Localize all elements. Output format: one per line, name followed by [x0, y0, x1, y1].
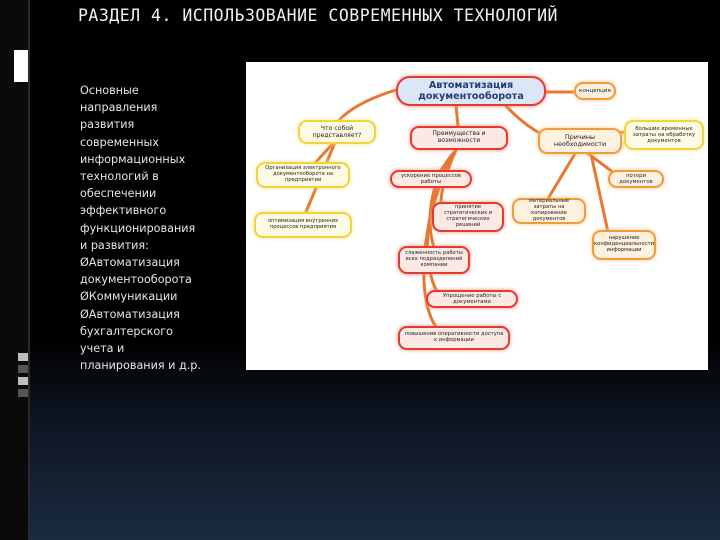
body-line: документооборота	[80, 273, 192, 287]
rail-divider-line	[28, 0, 30, 540]
node-slazhennost: слаженность работы всех подразделений компании	[398, 246, 470, 274]
node-prichiny: Причины необходимости	[538, 128, 622, 154]
body-line: развития	[80, 118, 135, 132]
body-line: ØКоммуникации	[80, 290, 178, 304]
node-materialnye-zatraty: материальные затраты на копирование документов	[512, 198, 586, 224]
node-koncepcia: концепция	[574, 82, 616, 100]
rail-marker	[18, 365, 28, 373]
body-line: технологий в	[80, 170, 159, 184]
node-prinyatie-resheniy: принятие стратегических и стратегических решений	[432, 202, 504, 232]
body-line: обеспечении	[80, 187, 157, 201]
rail-white-block	[14, 50, 28, 82]
node-narushenie: нарушение конфиденциальности информации	[592, 230, 656, 260]
node-chto-soboi: Что собой представляет?	[298, 120, 376, 144]
body-line: учета и	[80, 342, 125, 356]
node-preimushchestva: Преимущества и возможности	[410, 126, 508, 150]
node-organizacia: Организация электронного документооборота на предприятии	[256, 162, 350, 188]
rail-marker	[18, 353, 28, 361]
body-line: бухгалтерского	[80, 324, 174, 338]
mindmap-figure	[246, 62, 708, 370]
node-povyshenie: повышение оперативности доступа к информации	[398, 326, 510, 350]
slide-title: РАЗДЕЛ 4. ИСПОЛЬЗОВАНИЕ СОВРЕМЕННЫХ ТЕХНОЛОГИЙ	[78, 6, 558, 25]
connector	[456, 106, 458, 126]
rail-marker	[18, 389, 28, 397]
body-text	[80, 82, 240, 374]
connector	[546, 152, 576, 202]
body-line: информационных	[80, 152, 186, 166]
body-line: функционирования	[80, 221, 196, 235]
body-line: современных	[80, 135, 159, 149]
body-line: ØАвтоматизация	[80, 307, 180, 321]
body-line: направления	[80, 101, 158, 115]
node-optimizacia: оптимизация внутренних процессов предприятия	[254, 212, 352, 238]
node-root: Автоматизация документооборота	[396, 76, 546, 106]
node-uproshchenie: Упрощение работы с документами	[426, 290, 518, 308]
body-line: ØАвтоматизация	[80, 256, 180, 270]
body-line: эффективного	[80, 204, 167, 218]
body-line: и развития:	[80, 238, 149, 252]
node-bolshie-zatraty: большие временные затраты на обработку документов	[624, 120, 704, 150]
node-poteri: потери документов	[608, 170, 664, 188]
left-decorative-rail	[0, 0, 30, 540]
body-line: планирования и д.р.	[80, 359, 201, 373]
body-line: Основные	[80, 84, 139, 97]
connector	[336, 90, 396, 124]
node-uskorenie: ускорение процессов работы	[390, 170, 472, 188]
rail-marker	[18, 377, 28, 385]
